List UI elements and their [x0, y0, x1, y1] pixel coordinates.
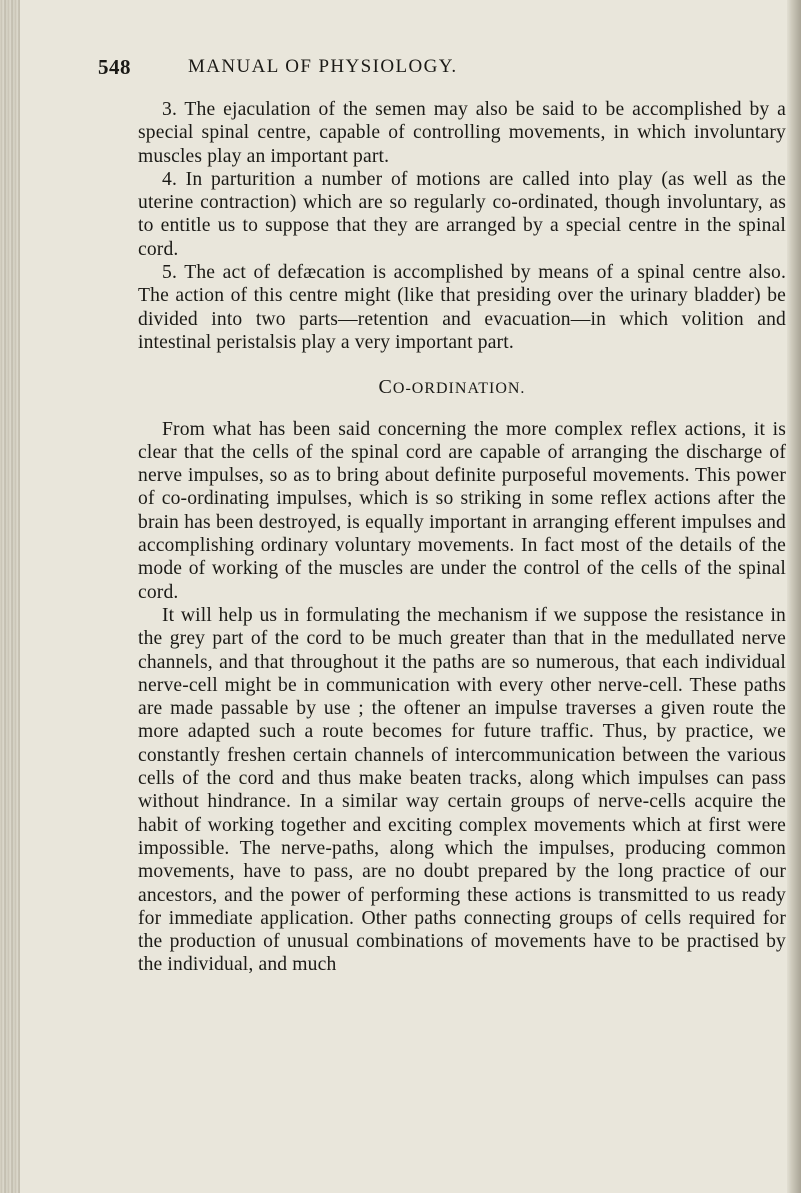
page-body: [138, 98, 786, 977]
page-right-edge: [787, 0, 801, 1193]
section-heading-initial: C: [378, 376, 393, 399]
paragraph-defaecation: 5. The act of defæcation is accomplished by means of a spinal centre also. The action of this centre might (like that presiding over the urinary bladder) be divided into two parts—retention and evacuation—in which volition and intestinal peristalsis play a very important part.: [138, 262, 786, 353]
book-binding-edge: [0, 0, 20, 1193]
running-head: [98, 55, 766, 81]
paragraph-ejaculation: 3. The ejaculation of the semen may also be said to be accomplished by a special spinal centre, capable of controlling movements, in which involuntary muscles play an important part.: [138, 99, 786, 167]
paragraph-coordination-mechanism: It will help us in formulating the mechanism if we suppose the resistance in the grey part of the cord to be much greater than that in the medullated nerve channels, and that throughout it the paths are so numerous, that each individual nerve-cell might be in communication with every other nerve-cell. These paths are made passable by use ; the oftener an impulse traverses a given route the more adapted such a route becomes for future traffic. Thus, by practice, we constantly freshen certain channels of intercommunication between the various cells of the cord and thus make beaten tracks, along which impulses can pass without hindrance. In a similar way certain groups of nerve-cells acquire the habit of working together and exciting complex movements which at first were impossible. The nerve-paths, along which the impulses, producing common movements, have to pass, are no doubt prepared by the long practice of our ancestors, and the power of performing these actions is transmitted to us ready for immediate application. Other paths connecting groups of cells required for the production of unusual combinations of movements have to be practised by the individual, and much: [138, 604, 786, 976]
paragraph-parturition: 4. In parturition a number of motions are called into play (as well as the uterine contraction) which are so regularly co-ordinated, though involuntary, as to entitle us to suppose that they are arranged by a special centre in the spinal cord.: [138, 168, 786, 260]
page-number: 548: [98, 55, 131, 79]
section-heading-coordination: [138, 376, 786, 400]
running-title: MANUAL OF PHYSIOLOGY.: [188, 56, 458, 77]
paragraph-coordination-intro: From what has been said concerning the more complex reflex actions, it is clear that the cells of the spinal cord are capable of arranging the discharge of nerve impulses, so as to bring about definite purposeful movements. This power of co-ordinating impulses, which is so striking in some reflex actions after the brain has been destroyed, is equally important in arranging efferent impulses and accomplishing ordinary voluntary movements. In fact most of the details of the mode of working of the muscles are under the control of the cells of the spinal cord.: [138, 418, 786, 603]
section-heading-rest: O-ORDINATION.: [392, 380, 526, 398]
book-page: [28, 0, 787, 1193]
